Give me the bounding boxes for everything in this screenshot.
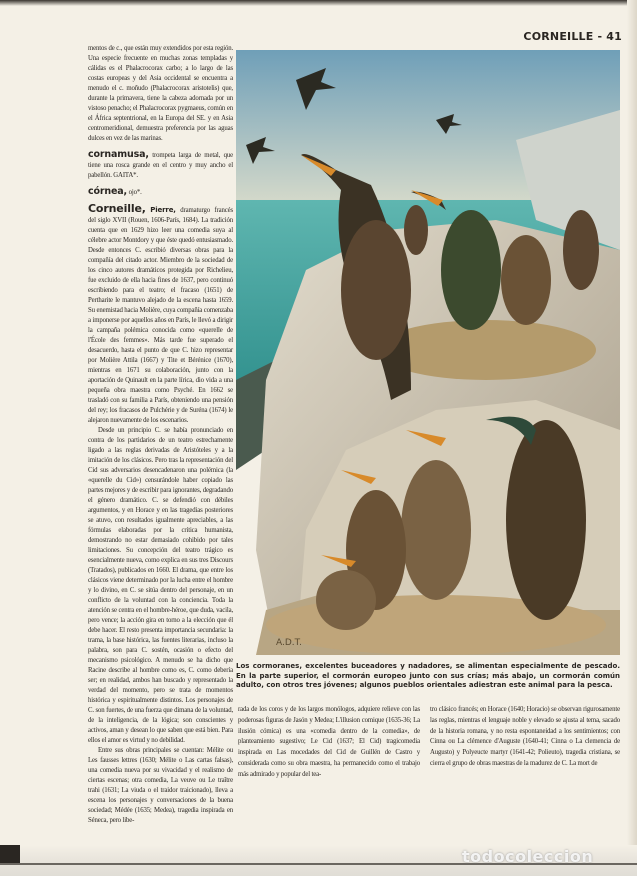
- entry-cornamusa: [88, 150, 233, 181]
- headword: Corneille,: [88, 202, 146, 215]
- headword: córnea,: [88, 186, 128, 197]
- entry-text: trompeta larga de metal, que tiene una rosca grande en el centro y muy ancho el pabellón. GAITA*.: [88, 152, 233, 179]
- left-column: [88, 44, 233, 826]
- cormorant-illustration: [236, 50, 620, 655]
- entry-text: ojo*.: [128, 189, 142, 196]
- body-paragraph: Entre sus obras principales se cuentan: Mélite ou Les fausses lettres (1630; Mélite o Las cartas falsas), una comedia nueva por su vivacidad y el realismo de ciertas escenas; otra comedia, La veuve ou Le traître trahi (1631; La viuda o el traidor traicionado), lleva a escena los personajes y conversaciones de la buena sociedad; Médée (1635; Medea), tragedia inspirada en Séneca, pero libe-: [88, 747, 233, 824]
- page-edge: [627, 0, 637, 876]
- entry-text: dramaturgo francés del siglo XVII (Rouen, 1606-París, 1684). La tradición cuenta que en 1629 hizo leer una comedia suya al célebre actor Montdory y que éste quedó entusiasmado. Desde entonces C. escribió diversas obras para la compañía del citado actor. Miembro de la sociedad de los cinco autores dramáticos protegida por Richelieu, fue excluido de ella hacia fines de 1637, pero continuó escribiendo para el teatro; el fracaso (1651) de Pertharite le mantuvo alejado de la escena hasta 1659. Su enemistad hacia Molière, cuya compañía comenzaba a imponerse por aquellos años en París, le llevó a dirigir la campaña polémica conocida como «querelle de l'École des femmes». Más tarde fue superado el desacuerdo, hasta el punto de que C. hizo representar por Molière Attila (1667) y Tite et Bérénice (1670), mientras en 1671 su colaboración, junto con la aportación de Quinault en la parte lírica, dio vida a una pequeña obra maestra como Psyché. En 1662 se trasladó con su familia a París, obteniendo una pensión del rey; los fracasos de Pulchérie y de Suréna (1674) le alejaron nuevamente de los escenarios.: [88, 207, 233, 424]
- binding-shadow: [0, 845, 20, 863]
- body-paragraph: rada de los coros y de los largos monólogos, adquiere relieve con las poderosas figuras de Jasón y Medea; L'illusion comique (1635-36; La ilusión cómica) es una «comedia dentro de la comedia», de planteamiento sugestivo; Le Cid (1637; El Cid) tragicomedia inspirada en Las mocedades del Cid de Guillén de Castro y considerada como su obra maestra, ha permanecido como el trabajo más admirado y popular del tea-: [238, 706, 420, 778]
- headword: cornamusa,: [88, 149, 149, 160]
- figure-caption: Los cormoranes, excelentes buceadores y nadadores, se alimentan especialmente de pescado. En la parte superior, el cormorán europeo junto con sus crías; más abajo, un cormorán común adulto, con otros tres jóvenes; algunos pueblos orientales adiestran este animal para la pesca.: [236, 662, 620, 689]
- running-head: CORNEILLE - 41: [523, 30, 622, 43]
- entry-corneille: [88, 204, 233, 426]
- body-paragraph: tro clásico francés; en Horace (1640; Horacio) se observan rigurosamente las reglas, mientras el lenguaje noble y elevado se ajusta al tema, sacado de la historia romana, y no resta espontaneidad a los sentimientos; con Cinna ou La clémence d'Auguste (1640-41; Cinna o La clemencia de Augusto) y Polyeucte martyr (1641-42; Polieuto), tragedia cristiana, se cierra el grupo de obras maestras de la madurez de C. La mort de: [430, 706, 620, 767]
- body-paragraph: Desde un principio C. se había pronunciado en contra de los partidarios de un teatro estrechamente ligado a las reglas derivadas de Aristóteles y a la imitación de los clásicos. Pero tras la representación del Cid sus adversarios desencadenaron una polémica (la «querelle du Cid») censurándole haber copiado las partes mejores y de escribir para ignorantes, degradando el género dramático. C. se defendió con débiles argumentos, y en Horace y en las tragedias posteriores se atuvo, con resultados igualmente apreciables, a las fórmulas elaboradas por la crítica humanista, demostrando no estar demasiado cohibido por tales limitaciones. Su concepción del teatro trágico es esencialmente nueva, como explica en sus tres Discours (Tratados), publicados en 1660. El drama, que entre los clásicos viene determinado por la lucha entre el hombre y lo divino, en C. se sitúa dentro del personaje, en un conflicto de la voluntad con la conciencia. Toda la atención se centra en el hombre-héroe, que duda, vacila, pero vence; la acción gira en torno a la elección que él debe hacer. El resto presenta importancia secundaria: la trama, la base histórica, las fuentes literarias, incluso la palabra, son para C. sostén, ocasión o efecto del mecanismo psicológico. A menudo se ha dicho que Racine describe al hombre como es, C. como debería ser; en realidad, ambos han buscado y representado la verdad del momento, pero se trata de momentos histórica y espiritualmente distintos. Los personajes de C. son fuertes, de una fuerza que dimana de la voluntad, de la inteligencia, de la lógica; son conscientes y activos, aman y desean lo que saben que está bien. Para ellos el amor es virtud y no debilidad.: [88, 427, 233, 744]
- bottom-column-2: [430, 705, 620, 770]
- bottom-column-1: [238, 705, 420, 781]
- artist-signature: A.D.T.: [276, 638, 302, 648]
- subhead: Pierre,: [150, 206, 176, 214]
- page-top-shadow: [0, 0, 637, 6]
- entry-cornea: [88, 187, 233, 198]
- watermark: todocoleccion: [462, 847, 594, 866]
- intro-paragraph: mentos de c., que están muy extendidos por esta región. Una especie frecuente en muchas zonas templadas y cálidas es el Phalacrocorax carbo; a lo largo de las costas europeas y del Asia occidental se encuentra a menudo el c. moñudo (Phalacrocorax aristotelis) que, durante la primavera, tiene la cabeza adornada por un vistoso penacho; el Phalacrocorax pygmaeus, común en el África septentrional, en la Europa del SE. y en Asia centromeridional, demuestra preferencia por las aguas dulces en vez de las marinas.: [88, 45, 233, 142]
- illustration-graphic: [236, 50, 620, 655]
